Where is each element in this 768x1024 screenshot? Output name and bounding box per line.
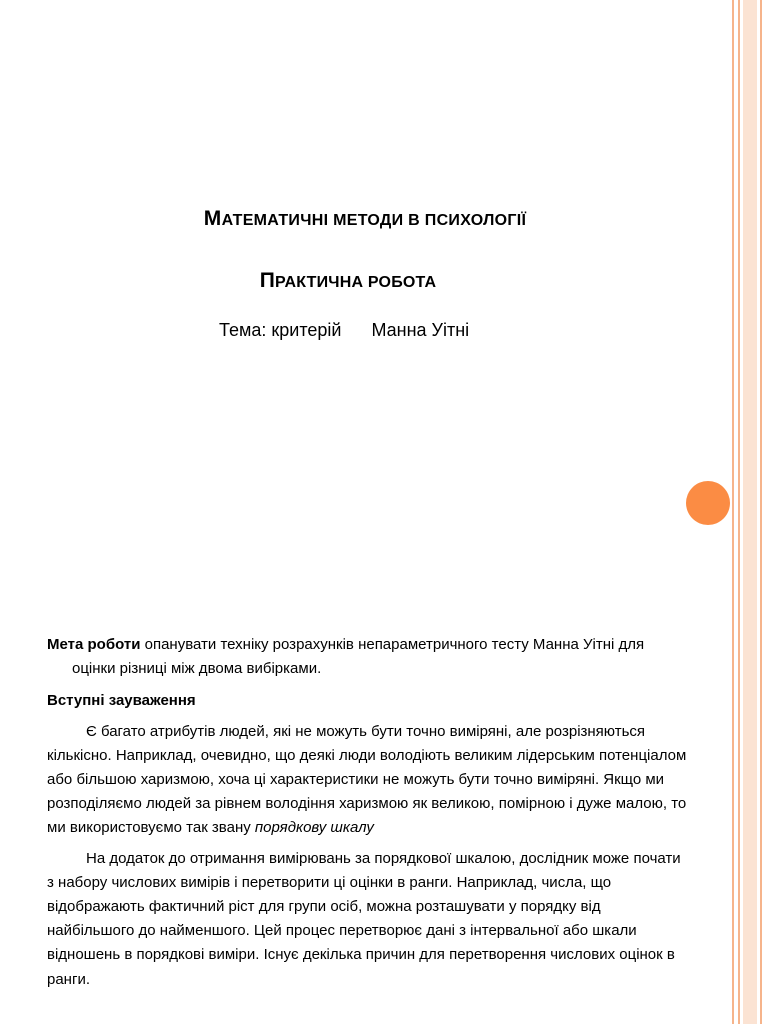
intro-heading: Вступні зауваження [47,692,196,710]
subtitle-rest: РАКТИЧНА РОБОТА [275,274,437,291]
paragraph-1-emphasis: порядкову шкалу [254,819,374,837]
title-initial: М [203,207,222,230]
subtitle-initial: П [259,269,276,292]
stripe-band [743,0,757,1024]
stripe-line [738,0,740,1024]
title-rest: АТЕМАТИЧНІ МЕТОДИ В ПСИХОЛОГІЇ [221,212,527,229]
aim-paragraph [47,633,687,681]
document-body [47,633,687,992]
paragraph-1 [47,720,687,841]
slide-title [0,207,730,231]
stripe-line [732,0,734,1024]
stripe-line [760,0,762,1024]
slide-subtitle [0,269,696,293]
aim-text: опанувати техніку розрахунків непараметричного тесту Манна Уітні для оцінки різниці між двома вибірками. [72,636,645,678]
decorative-orange-circle [686,481,730,525]
slide-topic: Тема: критерій Манна Уітні [219,320,470,340]
decorative-edge-stripes [732,0,768,1024]
paragraph-1-text: Є багато атрибутів людей, які не можуть бути точно виміряні, але розрізняються кількісно. Наприклад, очевидно, що деякі люди володіють великим лідерським потенціалом або більшою харизмою, хоча ці характеристики не можуть бути точно виміряні. Якщо ми розподіляємо людей за рівнем володіння харизмою як великою, помірною і дуже малою, то ми використовуємо так звану [47,722,687,837]
paragraph-2: На додаток до отримання вимірювань за порядкової шкалою, дослідник може почати з набору числових вимірів і перетворити ці оцінки в ранги. Наприклад, числа, що відображають фактичний ріст для групи осіб, можна розташувати у порядку від найбільшого до найменшого. Цей процес перетворює дані з інтервальної або шкали відношень в порядкові виміри. Існує декілька причин для перетворення числових оцінок в ранги. [47,849,681,988]
aim-label: Мета роботи [47,636,141,653]
